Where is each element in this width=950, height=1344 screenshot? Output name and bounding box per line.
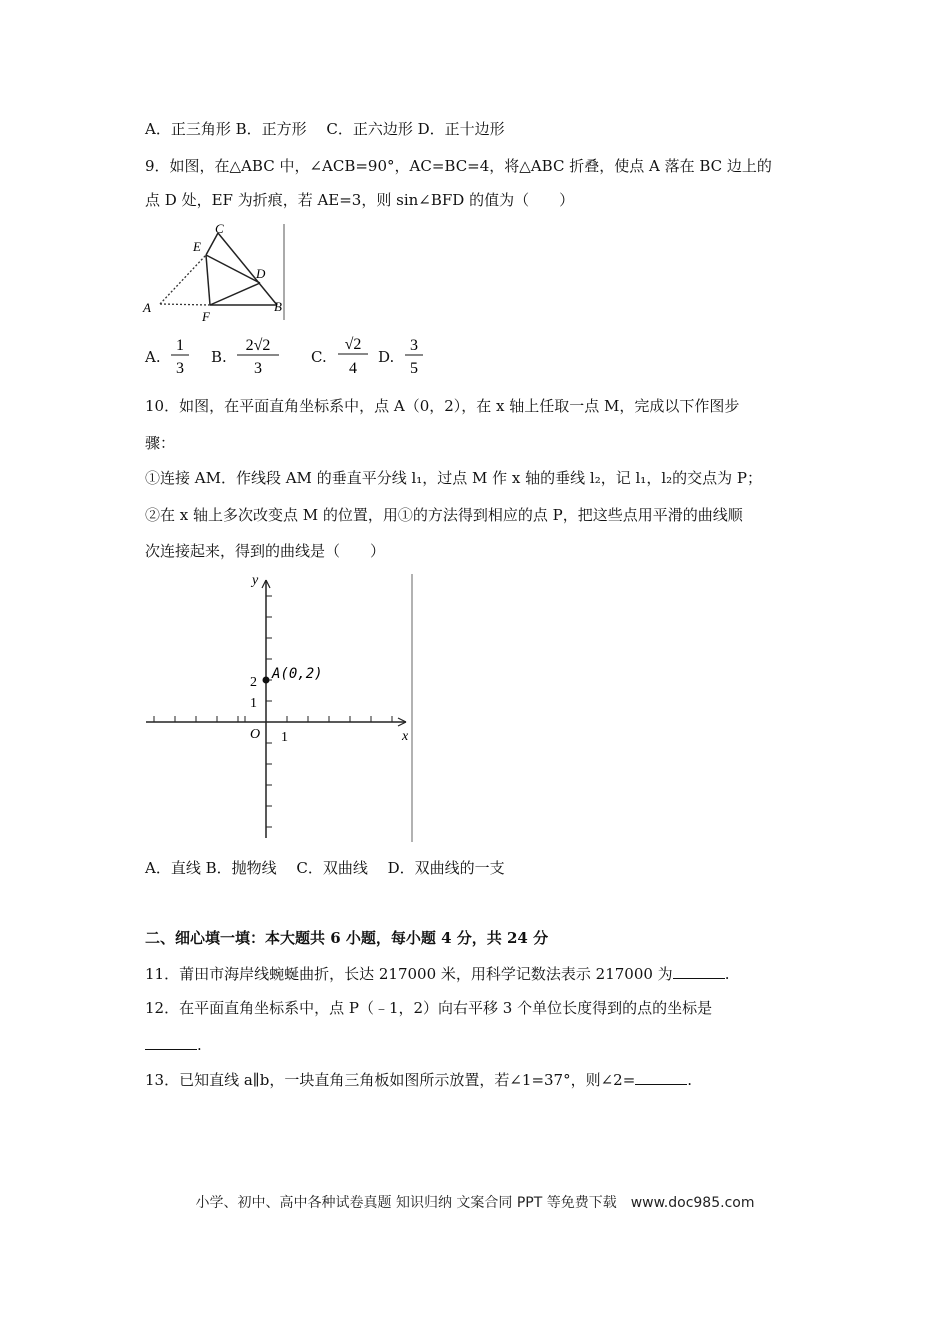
- q9-label-a: A: [143, 300, 151, 315]
- q9-option-a-den: 3: [176, 360, 184, 377]
- q12-line2: [145, 1035, 202, 1055]
- q13-text: 13．已知直线 a∥b，一块直角三角板如图所示放置，若∠1=37°，则∠2=: [145, 1071, 636, 1089]
- q9-option-a-num: 1: [176, 337, 184, 354]
- q10-point-a-marker: [263, 677, 270, 684]
- q9-label-c: C: [215, 221, 224, 236]
- q11-text: 11．莆田市海岸线蜿蜒曲折，长达 217000 米，用科学记数法表示 217000 为: [145, 965, 673, 983]
- q9-label-d: D: [256, 266, 266, 281]
- q9-option-b-fraction: [233, 333, 283, 379]
- q9-option-c-fraction: [334, 331, 372, 379]
- q11: [145, 964, 729, 984]
- q10-line5: 次连接起来，得到的曲线是（ ）: [145, 542, 386, 560]
- q10-options: A．直线 B．抛物线 C．双曲线 D．双曲线的一支: [145, 859, 505, 877]
- q13-answer-blank: [635, 1070, 687, 1085]
- q9-line2: 点 D 处，EF 为折痕，若 AE=3，则 sin∠BFD 的值为（ ）: [145, 191, 575, 209]
- q9-option-b-label: B.: [211, 348, 227, 366]
- q9-option-d-fraction: [402, 333, 426, 379]
- q9-line1: 9．如图，在△ABC 中，∠ACB=90°，AC=BC=4，将△ABC 折叠，使点 A 落在 BC 边上的: [145, 157, 772, 175]
- q9-option-c-num: √2: [344, 336, 362, 353]
- q9-label-f: F: [202, 309, 210, 324]
- q12-end: .: [197, 1036, 202, 1054]
- q11-end: .: [724, 965, 730, 983]
- q9-option-d-den: 5: [410, 360, 418, 377]
- q9-option-a-label: A.: [145, 348, 161, 366]
- q10-label-origin: O: [250, 727, 261, 742]
- q9-option-b-den: 3: [254, 360, 262, 377]
- q12-answer-blank: [145, 1035, 197, 1050]
- q10-label-y: y: [252, 574, 259, 588]
- q13: [145, 1070, 692, 1090]
- q11-answer-blank: [673, 964, 725, 979]
- q10-line1: 10．如图，在平面直角坐标系中，点 A（0，2），在 x 轴上任取一点 M，完成以下作图步: [145, 397, 740, 415]
- q13-end: .: [687, 1071, 693, 1089]
- q10-coordinate-figure: [144, 574, 416, 844]
- q10-label-x: x: [402, 729, 409, 744]
- q9-label-b: B: [274, 299, 282, 314]
- q10-label-y-two: 2: [250, 675, 257, 690]
- q12-line1: 12．在平面直角坐标系中，点 P（﹣1，2）向右平移 3 个单位长度得到的点的坐标是: [145, 999, 713, 1017]
- q10-line2: 骤：: [145, 434, 176, 452]
- q9-option-d-label: D.: [378, 348, 395, 366]
- q10-label-y-one: 1: [250, 696, 257, 711]
- q10-label-x-one: 1: [281, 730, 288, 745]
- q9-option-a-fraction: [168, 333, 192, 379]
- section-2-title: 二、细心填一填：本大题共 6 小题，每小题 4 分，共 24 分: [145, 929, 549, 947]
- q10-label-point-a: A(0,2): [272, 666, 323, 682]
- page-footer: 小学、初中、高中各种试卷真题 知识归纳 文案合同 PPT 等免费下载 www.doc985.com: [195, 1195, 755, 1211]
- q9-option-c-den: 4: [349, 360, 357, 377]
- q10-line3: ①连接 AM．作线段 AM 的垂直平分线 l₁，过点 M 作 x 轴的垂线 l₂，记 l₁，l₂的交点为 P；: [145, 469, 762, 487]
- q10-line4: ②在 x 轴上多次改变点 M 的位置，用①的方法得到相应的点 P，把这些点用平滑的曲线顺: [145, 506, 743, 524]
- q9-option-d-num: 3: [410, 337, 418, 354]
- q9-option-b-num: 2√2: [245, 337, 271, 354]
- q9-option-c-label: C.: [311, 348, 327, 366]
- q9-triangle-figure: [140, 220, 290, 324]
- q8-options: A．正三角形 B．正方形 C．正六边形 D．正十边形: [145, 120, 505, 138]
- q9-label-e: E: [193, 239, 201, 254]
